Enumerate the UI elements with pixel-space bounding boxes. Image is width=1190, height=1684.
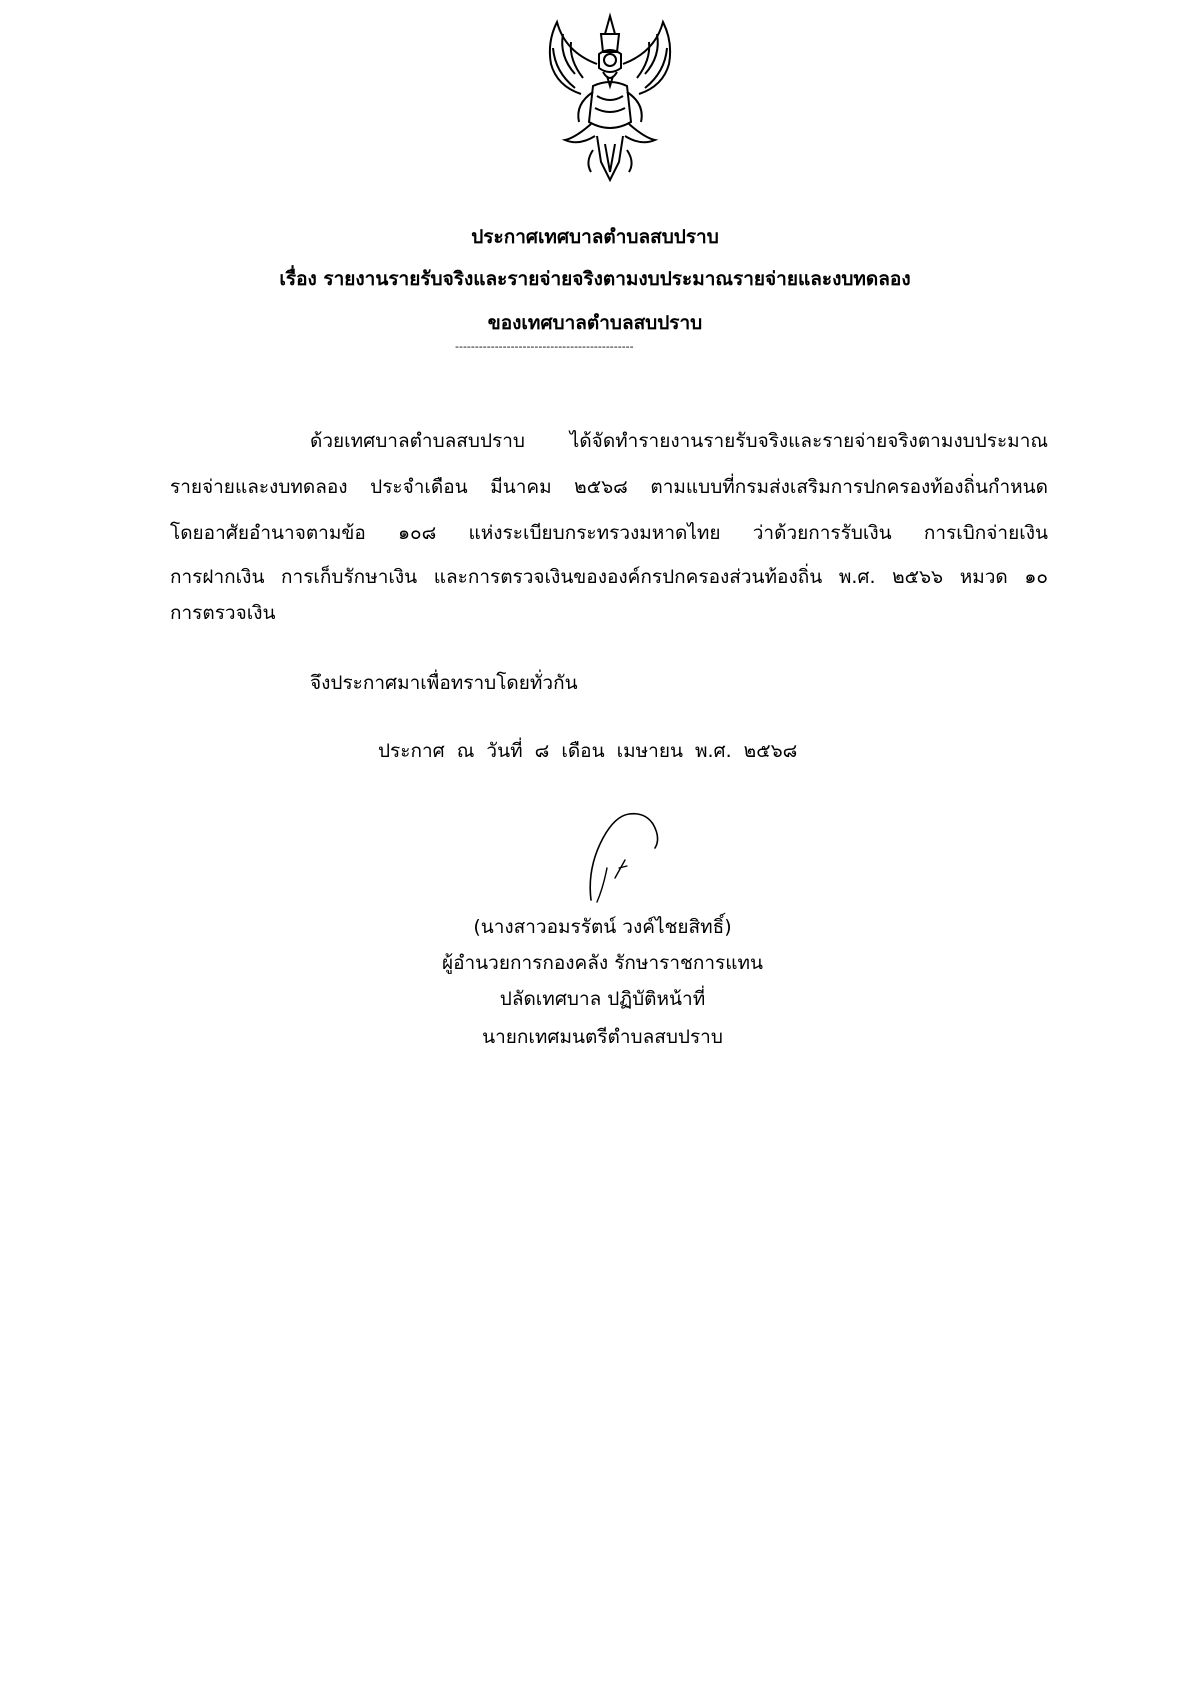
body-line-5: การตรวจเงิน (170, 602, 276, 624)
body-line-3: โดยอาศัยอำนาจตามข้อ ๑๐๘ แห่งระเบียบกระทรวงมหาดไทย ว่าด้วยการรับเงิน การเบิกจ่ายเงิน (170, 522, 1048, 544)
announcement-title: ประกาศเทศบาลตำบลสบปราบ (471, 226, 719, 248)
closing-statement: จึงประกาศมาเพื่อทราบโดยทั่วกัน (310, 672, 578, 694)
body-line-4: การฝากเงิน การเก็บรักษาเงิน และการตรวจเงินขององค์กรปกครองส่วนท้องถิ่น พ.ศ. ๒๕๖๖ หมวด ๑๐ (170, 566, 1048, 588)
body-line-1: ด้วยเทศบาลตำบลสบปราบ ได้จัดทำรายงานรายรับจริงและรายจ่ายจริงตามงบประมาณ (310, 430, 1048, 452)
announcement-subject: เรื่อง รายงานรายรับจริงและรายจ่ายจริงตามงบประมาณรายจ่ายและงบทดลอง (279, 268, 911, 290)
announcement-date: ประกาศ ณ วันที่ ๘ เดือน เมษายน พ.ศ. ๒๕๖๘ (378, 740, 798, 762)
header-separator-text: --------------------------------------------- (455, 340, 634, 353)
signatory-name: (นางสาวอมรรัตน์ วงค์ไชยสิทธิ์) (473, 916, 732, 938)
garuda-emblem-icon (535, 12, 685, 184)
signatory-position-1: ผู้อำนวยการกองคลัง รักษาราชการแทน (441, 952, 764, 974)
body-line-2: รายจ่ายและงบทดลอง ประจำเดือน มีนาคม ๒๕๖๘ ตามแบบที่กรมส่งเสริมการปกครองท้องถิ่นกำหนด (170, 476, 1048, 498)
announcement-subject-continued: ของเทศบาลตำบลสบปราบ (487, 312, 703, 334)
signatory-position-2: ปลัดเทศบาล ปฏิบัติหน้าที่ (499, 988, 706, 1010)
signatory-position-3: นายกเทศมนตรีตำบลสบปราบ (482, 1026, 723, 1048)
handwritten-signature-icon (585, 808, 675, 908)
